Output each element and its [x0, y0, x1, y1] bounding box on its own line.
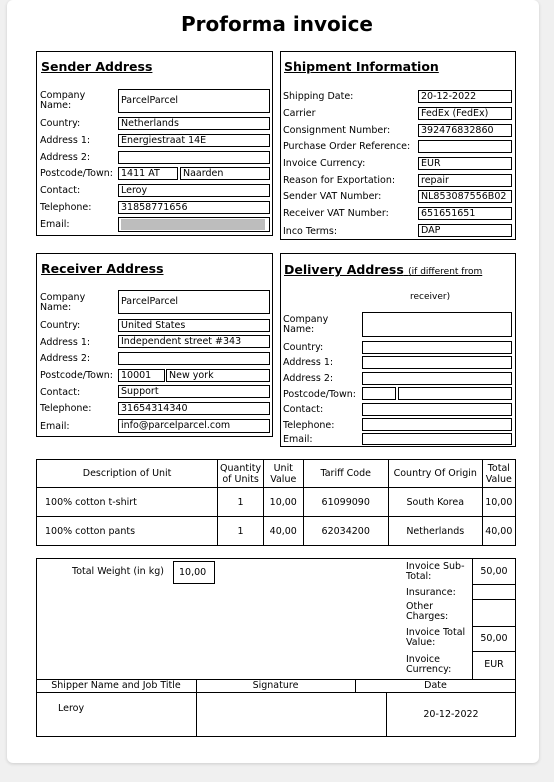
header-unit-value: Unit Value — [263, 460, 303, 488]
delivery-postcode-label: Postcode/Town: — [283, 389, 356, 400]
shipment-inco-field[interactable]: DAP — [418, 224, 512, 237]
delivery-note-line1: (if different from — [408, 267, 483, 277]
sender-address1-field[interactable]: Energiestraat 14E — [118, 134, 270, 147]
sender-telephone-field[interactable]: 31858771656 — [118, 201, 270, 214]
receiver-heading: Receiver Address — [41, 261, 164, 276]
delivery-email-label: Email: — [283, 434, 313, 445]
delivery-address2-label: Address 2: — [283, 373, 334, 384]
header-country-of-origin: Country Of Origin — [388, 460, 482, 488]
delivery-postcode-field[interactable] — [362, 387, 396, 400]
insurance-divider — [472, 599, 516, 600]
shipment-receiver-vat-field[interactable]: 651651651 — [418, 207, 512, 220]
receiver-contact-label: Contact: — [40, 387, 81, 398]
shipment-reason-field[interactable]: repair — [418, 174, 512, 187]
other-charges-divider — [472, 626, 516, 627]
delivery-contact-field[interactable] — [362, 403, 512, 416]
sender-heading: Sender Address — [41, 59, 153, 74]
header-quantity: Quantity of Units — [218, 460, 264, 488]
sender-company-field[interactable]: ParcelParcel — [118, 89, 270, 113]
sender-postcode-field[interactable]: 1411 AT — [118, 167, 178, 180]
invoice-total-label: Invoice Total Value: — [406, 627, 466, 648]
invoice-currency-label: Invoice Currency: — [406, 654, 452, 675]
sender-email-label: Email: — [40, 219, 70, 230]
sender-postcode-label: Postcode/Town: — [40, 168, 113, 179]
delivery-company-field[interactable] — [362, 312, 512, 337]
header-description: Description of Unit — [37, 460, 218, 488]
delivery-country-label: Country: — [283, 342, 324, 353]
row1-total-value: 10,00 — [482, 488, 515, 517]
delivery-telephone-label: Telephone: — [283, 420, 335, 431]
delivery-address2-field[interactable] — [362, 372, 512, 385]
signoff-date-value: 20-12-2022 — [423, 709, 479, 720]
row2-description: 100% cotton pants — [37, 517, 218, 546]
shipper-name-label: Shipper Name and Job Title — [51, 680, 181, 691]
invoice-currency-value: EUR — [484, 659, 504, 670]
delivery-telephone-field[interactable] — [362, 418, 512, 431]
shipment-carrier-label: Carrier — [283, 108, 316, 119]
shipment-date-label: Shipping Date: — [283, 91, 354, 102]
shipment-po-reference-field[interactable] — [418, 140, 512, 153]
header-tariff-code: Tariff Code — [303, 460, 388, 488]
row1-unit-value: 10,00 — [263, 488, 303, 517]
delivery-country-field[interactable] — [362, 341, 512, 354]
sender-country-label: Country: — [40, 118, 81, 129]
receiver-company-label: Company Name: — [40, 292, 86, 313]
shipment-sender-vat-label: Sender VAT Number: — [283, 191, 382, 202]
delivery-address1-label: Address 1: — [283, 357, 334, 368]
row1-quantity: 1 — [218, 488, 264, 517]
subtotal-divider — [472, 584, 516, 585]
delivery-heading — [284, 262, 482, 277]
shipment-consignment-label: Consignment Number: — [283, 125, 391, 136]
row2-unit-value: 40,00 — [263, 517, 303, 546]
invoice-total-divider — [472, 651, 516, 652]
table-row — [37, 488, 516, 517]
delivery-address1-field[interactable] — [362, 356, 512, 369]
sender-contact-field[interactable]: Leroy — [118, 184, 270, 197]
receiver-postcode-label: Postcode/Town: — [40, 370, 113, 381]
shipment-reason-label: Reason for Exportation: — [283, 175, 396, 186]
shipment-currency-label: Invoice Currency: — [283, 158, 366, 169]
shipper-name-value: Leroy — [58, 703, 85, 714]
receiver-address2-label: Address 2: — [40, 353, 91, 364]
row2-total-value: 40,00 — [482, 517, 515, 546]
sender-address2-label: Address 2: — [40, 152, 91, 163]
receiver-address1-label: Address 1: — [40, 337, 91, 348]
shipment-consignment-field[interactable]: 392476832860 — [418, 124, 512, 137]
receiver-telephone-label: Telephone: — [40, 403, 92, 414]
subtotal-label: Invoice Sub-Total: — [406, 561, 465, 582]
receiver-country-label: Country: — [40, 320, 81, 331]
receiver-town-field[interactable]: New york — [166, 369, 270, 382]
signature-label: Signature — [252, 680, 299, 691]
shipment-currency-field[interactable]: EUR — [418, 157, 512, 170]
receiver-country-field[interactable]: United States — [118, 319, 270, 332]
receiver-email-field[interactable]: info@parcelparcel.com — [118, 419, 270, 433]
sender-address1-label: Address 1: — [40, 135, 91, 146]
items-header-row — [37, 460, 516, 488]
delivery-town-field[interactable] — [398, 387, 512, 400]
receiver-address2-field[interactable] — [118, 352, 270, 365]
table-row — [37, 517, 516, 546]
row2-quantity: 1 — [218, 517, 264, 546]
delivery-heading-text: Delivery Address — [284, 262, 404, 277]
sender-company-label: Company Name: — [40, 90, 86, 111]
row2-country-of-origin: Netherlands — [388, 517, 482, 546]
signoff-header-divider — [36, 692, 516, 693]
receiver-company-field[interactable]: ParcelParcel — [118, 290, 270, 314]
total-weight-field[interactable]: 10,00 — [173, 561, 215, 584]
invoice-total-value: 50,00 — [480, 633, 508, 644]
items-table — [36, 459, 516, 546]
receiver-email-label: Email: — [40, 421, 70, 432]
receiver-address1-field[interactable]: Independent street #343 — [118, 335, 270, 348]
shipment-carrier-field[interactable]: FedEx (FedEx) — [418, 107, 512, 120]
other-charges-label: Other Charges: — [406, 601, 449, 622]
subtotal-value: 50,00 — [480, 566, 508, 577]
shipment-receiver-vat-label: Receiver VAT Number: — [283, 208, 389, 219]
insurance-label: Insurance: — [406, 587, 456, 598]
sender-country-field[interactable]: Netherlands — [118, 117, 270, 130]
delivery-contact-label: Contact: — [283, 404, 324, 415]
page-title: Proforma invoice — [180, 12, 373, 36]
shipment-po-reference-label: Purchase Order Reference: — [283, 141, 411, 152]
delivery-email-field[interactable] — [362, 433, 512, 445]
row2-tariff-code: 62034200 — [303, 517, 388, 546]
receiver-postcode-field[interactable]: 10001 — [118, 369, 165, 382]
row1-country-of-origin: South Korea — [388, 488, 482, 517]
sender-address2-field[interactable] — [118, 151, 270, 164]
total-weight-label: Total Weight (in kg) — [72, 566, 164, 577]
row1-tariff-code: 61099090 — [303, 488, 388, 517]
shipment-heading: Shipment Information — [284, 59, 439, 74]
shipment-sender-vat-field[interactable]: NL853087556B02 — [418, 190, 512, 203]
receiver-telephone-field[interactable]: 31654314340 — [118, 402, 270, 415]
sender-contact-label: Contact: — [40, 185, 81, 196]
delivery-company-label: Company Name: — [283, 314, 329, 335]
shipment-inco-label: Inco Terms: — [283, 226, 338, 237]
sender-town-field[interactable]: Naarden — [180, 167, 270, 180]
sender-email-redaction — [121, 219, 265, 230]
delivery-note-line2: receiver) — [410, 292, 451, 302]
shipment-date-field[interactable]: 20-12-2022 — [418, 90, 512, 103]
sender-telephone-label: Telephone: — [40, 202, 92, 213]
receiver-contact-field[interactable]: Support — [118, 385, 270, 398]
header-total-value: Total Value — [482, 460, 515, 488]
date-label: Date — [424, 680, 447, 691]
row1-description: 100% cotton t-shirt — [37, 488, 218, 517]
